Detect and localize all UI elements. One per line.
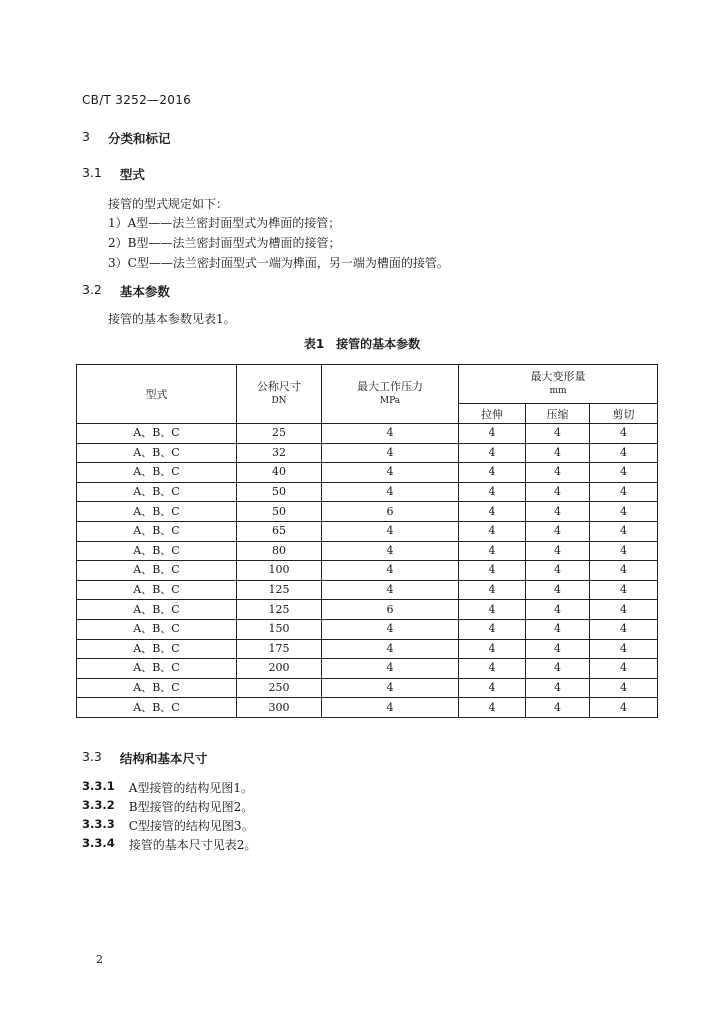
section-number: 3.2 bbox=[82, 282, 102, 297]
section-title: 基本参数 bbox=[119, 284, 170, 299]
standard-code: CB/T 3252—2016 bbox=[82, 93, 192, 107]
section-3-2-heading bbox=[82, 282, 170, 300]
header-nominal-size bbox=[237, 365, 322, 424]
cell-tension: 4 bbox=[459, 541, 526, 561]
cell-shear: 4 bbox=[590, 561, 658, 581]
header-shear: 剪切 bbox=[590, 404, 658, 424]
cell-compression: 4 bbox=[526, 502, 590, 522]
table-row bbox=[77, 659, 658, 679]
section-number: 3.1 bbox=[82, 165, 102, 180]
type-intro: 接管的型式规定如下： bbox=[108, 197, 229, 211]
cell-type: A、B、C bbox=[77, 443, 237, 463]
cell-shear: 4 bbox=[590, 502, 658, 522]
clause-text: 接管的基本尺寸见表2。 bbox=[128, 838, 257, 852]
header-nominal-size-label: 公称尺寸 bbox=[257, 380, 301, 393]
cell-dn: 125 bbox=[237, 600, 322, 620]
cell-shear: 4 bbox=[590, 443, 658, 463]
cell-tension: 4 bbox=[459, 463, 526, 483]
cell-compression: 4 bbox=[526, 443, 590, 463]
cell-compression: 4 bbox=[526, 619, 590, 639]
cell-compression: 4 bbox=[526, 482, 590, 502]
cell-compression: 4 bbox=[526, 541, 590, 561]
header-tension: 拉伸 bbox=[459, 404, 526, 424]
cell-compression: 4 bbox=[526, 580, 590, 600]
table-row bbox=[77, 482, 658, 502]
cell-shear: 4 bbox=[590, 659, 658, 679]
clause-3-3-4 bbox=[82, 836, 256, 853]
cell-compression: 4 bbox=[526, 521, 590, 541]
clause-3-3-1 bbox=[82, 779, 253, 796]
cell-dn: 250 bbox=[237, 678, 322, 698]
table-row bbox=[77, 561, 658, 581]
cell-compression: 4 bbox=[526, 600, 590, 620]
section-title: 型式 bbox=[119, 167, 145, 182]
cell-tension: 4 bbox=[459, 561, 526, 581]
cell-shear: 4 bbox=[590, 619, 658, 639]
table-row bbox=[77, 424, 658, 444]
cell-shear: 4 bbox=[590, 521, 658, 541]
cell-dn: 80 bbox=[237, 541, 322, 561]
cell-dn: 175 bbox=[237, 639, 322, 659]
cell-pressure: 4 bbox=[322, 463, 459, 483]
section-3-heading bbox=[82, 129, 170, 147]
cell-pressure: 4 bbox=[322, 659, 459, 679]
cell-pressure: 4 bbox=[322, 639, 459, 659]
cell-shear: 4 bbox=[590, 482, 658, 502]
cell-pressure: 6 bbox=[322, 502, 459, 522]
clause-number: 3.3.2 bbox=[82, 798, 115, 812]
type-item-b: 2）B型——法兰密封面型式为槽面的接管； bbox=[108, 236, 341, 250]
cell-type: A、B、C bbox=[77, 541, 237, 561]
cell-pressure: 4 bbox=[322, 521, 459, 541]
table-row bbox=[77, 541, 658, 561]
cell-dn: 125 bbox=[237, 580, 322, 600]
clause-3-3-2 bbox=[82, 798, 253, 815]
cell-tension: 4 bbox=[459, 698, 526, 718]
cell-type: A、B、C bbox=[77, 659, 237, 679]
cell-type: A、B、C bbox=[77, 482, 237, 502]
cell-tension: 4 bbox=[459, 482, 526, 502]
cell-type: A、B、C bbox=[77, 639, 237, 659]
section-title: 分类和标记 bbox=[107, 131, 171, 146]
cell-compression: 4 bbox=[526, 698, 590, 718]
table-caption: 表1 接管的基本参数 bbox=[303, 337, 421, 351]
clause-3-3-3 bbox=[82, 817, 254, 834]
cell-dn: 65 bbox=[237, 521, 322, 541]
cell-tension: 4 bbox=[459, 502, 526, 522]
cell-type: A、B、C bbox=[77, 600, 237, 620]
cell-compression: 4 bbox=[526, 678, 590, 698]
section-number: 3 bbox=[82, 129, 90, 144]
cell-compression: 4 bbox=[526, 659, 590, 679]
cell-dn: 40 bbox=[237, 463, 322, 483]
cell-type: A、B、C bbox=[77, 619, 237, 639]
cell-dn: 200 bbox=[237, 659, 322, 679]
cell-dn: 150 bbox=[237, 619, 322, 639]
cell-tension: 4 bbox=[459, 639, 526, 659]
table-row bbox=[77, 678, 658, 698]
cell-pressure: 6 bbox=[322, 600, 459, 620]
header-nominal-size-unit: DN bbox=[271, 396, 287, 406]
header-compression: 压缩 bbox=[526, 404, 590, 424]
header-max-pressure bbox=[322, 365, 459, 424]
cell-tension: 4 bbox=[459, 521, 526, 541]
section-number: 3.3 bbox=[82, 749, 102, 764]
cell-pressure: 4 bbox=[322, 443, 459, 463]
cell-shear: 4 bbox=[590, 424, 658, 444]
cell-dn: 50 bbox=[237, 502, 322, 522]
table-row bbox=[77, 463, 658, 483]
cell-type: A、B、C bbox=[77, 502, 237, 522]
cell-pressure: 4 bbox=[322, 580, 459, 600]
clause-number: 3.3.4 bbox=[82, 836, 115, 850]
cell-type: A、B、C bbox=[77, 521, 237, 541]
cell-pressure: 4 bbox=[322, 619, 459, 639]
cell-shear: 4 bbox=[590, 639, 658, 659]
table-row bbox=[77, 502, 658, 522]
cell-compression: 4 bbox=[526, 639, 590, 659]
table-row bbox=[77, 600, 658, 620]
cell-pressure: 4 bbox=[322, 424, 459, 444]
cell-pressure: 4 bbox=[322, 482, 459, 502]
cell-tension: 4 bbox=[459, 678, 526, 698]
clause-text: C型接管的结构见图3。 bbox=[128, 819, 254, 833]
header-max-deformation bbox=[459, 365, 658, 404]
cell-shear: 4 bbox=[590, 600, 658, 620]
table-row bbox=[77, 580, 658, 600]
cell-pressure: 4 bbox=[322, 678, 459, 698]
header-type: 型式 bbox=[77, 365, 237, 424]
cell-shear: 4 bbox=[590, 678, 658, 698]
cell-type: A、B、C bbox=[77, 463, 237, 483]
table-row bbox=[77, 698, 658, 718]
cell-pressure: 4 bbox=[322, 698, 459, 718]
cell-dn: 25 bbox=[237, 424, 322, 444]
cell-tension: 4 bbox=[459, 619, 526, 639]
section-title: 结构和基本尺寸 bbox=[119, 751, 208, 766]
page-number: 2 bbox=[96, 953, 103, 966]
section-3-1-heading bbox=[82, 165, 145, 183]
clause-number: 3.3.1 bbox=[82, 779, 115, 793]
table-row bbox=[77, 639, 658, 659]
cell-shear: 4 bbox=[590, 541, 658, 561]
cell-type: A、B、C bbox=[77, 561, 237, 581]
clause-text: B型接管的结构见图2。 bbox=[128, 800, 254, 814]
table-row bbox=[77, 619, 658, 639]
cell-dn: 32 bbox=[237, 443, 322, 463]
cell-type: A、B、C bbox=[77, 678, 237, 698]
cell-compression: 4 bbox=[526, 463, 590, 483]
cell-dn: 50 bbox=[237, 482, 322, 502]
parameters-table bbox=[76, 364, 658, 718]
cell-dn: 300 bbox=[237, 698, 322, 718]
header-max-pressure-unit: MPa bbox=[379, 396, 401, 406]
cell-compression: 4 bbox=[526, 424, 590, 444]
section-3-3-heading bbox=[82, 749, 207, 767]
cell-tension: 4 bbox=[459, 600, 526, 620]
table-row bbox=[77, 443, 658, 463]
header-max-deformation-unit: mm bbox=[549, 386, 567, 396]
clause-text: A型接管的结构见图1。 bbox=[128, 781, 254, 795]
cell-type: A、B、C bbox=[77, 424, 237, 444]
cell-pressure: 4 bbox=[322, 561, 459, 581]
cell-shear: 4 bbox=[590, 580, 658, 600]
type-item-c: 3）C型——法兰密封面型式一端为榫面，另一端为槽面的接管。 bbox=[108, 256, 449, 270]
cell-tension: 4 bbox=[459, 580, 526, 600]
params-reference: 接管的基本参数见表1。 bbox=[108, 312, 236, 326]
cell-dn: 100 bbox=[237, 561, 322, 581]
cell-tension: 4 bbox=[459, 659, 526, 679]
cell-type: A、B、C bbox=[77, 580, 237, 600]
cell-type: A、B、C bbox=[77, 698, 237, 718]
cell-tension: 4 bbox=[459, 443, 526, 463]
type-item-a: 1）A型——法兰密封面型式为榫面的接管； bbox=[108, 216, 341, 230]
cell-shear: 4 bbox=[590, 463, 658, 483]
table-row bbox=[77, 521, 658, 541]
cell-pressure: 4 bbox=[322, 541, 459, 561]
table-body bbox=[77, 424, 658, 718]
cell-compression: 4 bbox=[526, 561, 590, 581]
clause-number: 3.3.3 bbox=[82, 817, 115, 831]
cell-tension: 4 bbox=[459, 424, 526, 444]
header-max-pressure-label: 最大工作压力 bbox=[357, 380, 423, 393]
header-max-deformation-label: 最大变形量 bbox=[530, 370, 586, 383]
cell-shear: 4 bbox=[590, 698, 658, 718]
